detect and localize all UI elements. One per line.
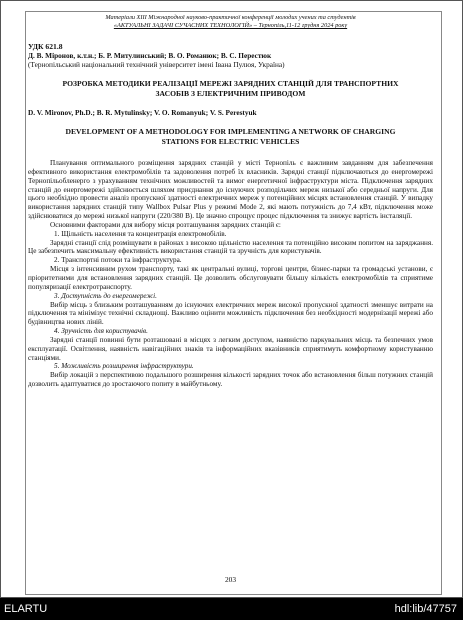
paragraph-factors-lead: Основними факторами для вибору місця розташування зарядних станцій є: <box>50 220 281 229</box>
handle-link[interactable]: hdl:lib/47757 <box>394 603 457 615</box>
repository-name: ELARTU <box>4 603 48 615</box>
header-line-1: Матеріали ХІІІ Міжнародної науково-практичної конференції молодих учених та студентів <box>105 14 356 21</box>
paragraph-factor-5: Вибір локацій з перспективою подальшого розширення кількості зарядних точок або встановлення більш потужних станцій дозволить адаптуватися до зростаючого попиту в майбутньому. <box>28 371 433 389</box>
udk-code: УДК 621.8 <box>28 42 63 51</box>
article-body <box>28 159 433 389</box>
paragraph-factor-4: Зарядні станції повинні бути розташовані в місцях з легким доступом, наявністю паркувальних місць та безпечних умов експлуатації. Освітлення, наявність навігаційних знаків та інформаційних вказівників сприятимуть комфортному користуванню станціями. <box>28 335 433 362</box>
list-item-4: 4. Зручність для користувачів. <box>54 327 148 336</box>
page-number: 203 <box>224 575 237 584</box>
list-item-3: 3. Доступність до енергомережі. <box>54 291 157 300</box>
page-content <box>28 14 433 584</box>
paragraph-factor-2: Місця з інтенсивним рухом транспорту, такі як центральні вулиці, торгові центри, бізнес-парки та громадські установи, є пріоритетними для встановлення зарядних станцій. Це дозволить обслуговувати більшу кількість електромобілів та сприятиме популяризації електротранспорту. <box>28 265 433 291</box>
paragraph-factor-3: Вибір місць з близьким розташуванням до існуючих електричних мереж високої пропускної здатності зменшує витрати на підключення та мінімізує технічні складнощі. Важливо оцінити можливість підключення без необхідності модернізації мережі або будівництва нових ліній. <box>28 300 433 327</box>
affiliation: (Тернопільський національний технічний університет імені Івана Пулюя, Україна) <box>28 60 285 69</box>
list-item-5: 5. Можливість розширення інфраструктури. <box>54 362 194 371</box>
authors-ua: Д. В. Міронов, к.т.н.; Б. Р. Митулинський; В. О. Романюк; В. С. Перестюк <box>28 51 272 60</box>
paragraph-intro: Планування оптимального розміщення зарядних станцій у місті Тернопіль є важливим завданням для забезпечення ефективного використання електромобілів та задоволення потреб їх власників. Зарядні станції підключаються до енергомережі Тернопільобленерго з урахуванням технічних можливостей та вимог енергетичної інфраструктури міста. Підключення зарядних станцій до енергомережі здійснюється шляхом приєднання до існуючих розподільчих мереж низької або середньої напруги. Для цього необхідно провести аналіз пропускної здатності електричних мереж у потенційних місцях встановлення станцій. У випадку використання зарядних станцій типу Wallbox Pulsar Plus у режимі Mode 2, які мають потужність до 7,4 кВт, підключення може здійснюватися до мережі низької напруги (220/380 В). Це значно спрощує процес підключення та знижує вартість інсталяції. <box>28 159 433 221</box>
list-item-2: 2. Транспортні потоки та інфраструктура. <box>54 256 182 265</box>
paragraph-factor-1: Зарядні станції слід розміщувати в районах з високою щільністю населення та потенційно високим попитом на заряджання. Це забезпечить максимальну ефективність використання станцій та зручність для користувачів. <box>28 238 433 256</box>
list-item-1: 1. Щільність населення та концентрація електромобілів. <box>54 229 227 238</box>
title-ukrainian: РОЗРОБКА МЕТОДИКИ РЕАЛІЗАЦІЇ МЕРЕЖІ ЗАРЯДНИХ СТАНЦІЙ ДЛЯ ТРАНСПОРТНИХ ЗАСОБІВ З ЕЛЕКТРИЧНИМ ПРИВОДОМ <box>62 79 399 98</box>
repository-footer-bar <box>0 598 463 620</box>
authors-en: D. V. Mironov, Ph.D.; B. R. Mytulinsky; V. O. Romanyuk; V. S. Perestyuk <box>28 108 257 117</box>
title-english: DEVELOPMENT OF A METHODOLOGY FOR IMPLEMENTING A NETWORK OF CHARGING STATIONS FOR ELECTRIC VEHICLES <box>65 127 396 146</box>
header-line-2: «АКТУАЛЬНІ ЗАДАЧІ СУЧАСНИХ ТЕХНОЛОГІЙ» – Тернопіль,11-12 грудня 2024 року <box>113 22 348 29</box>
running-header <box>28 14 433 30</box>
